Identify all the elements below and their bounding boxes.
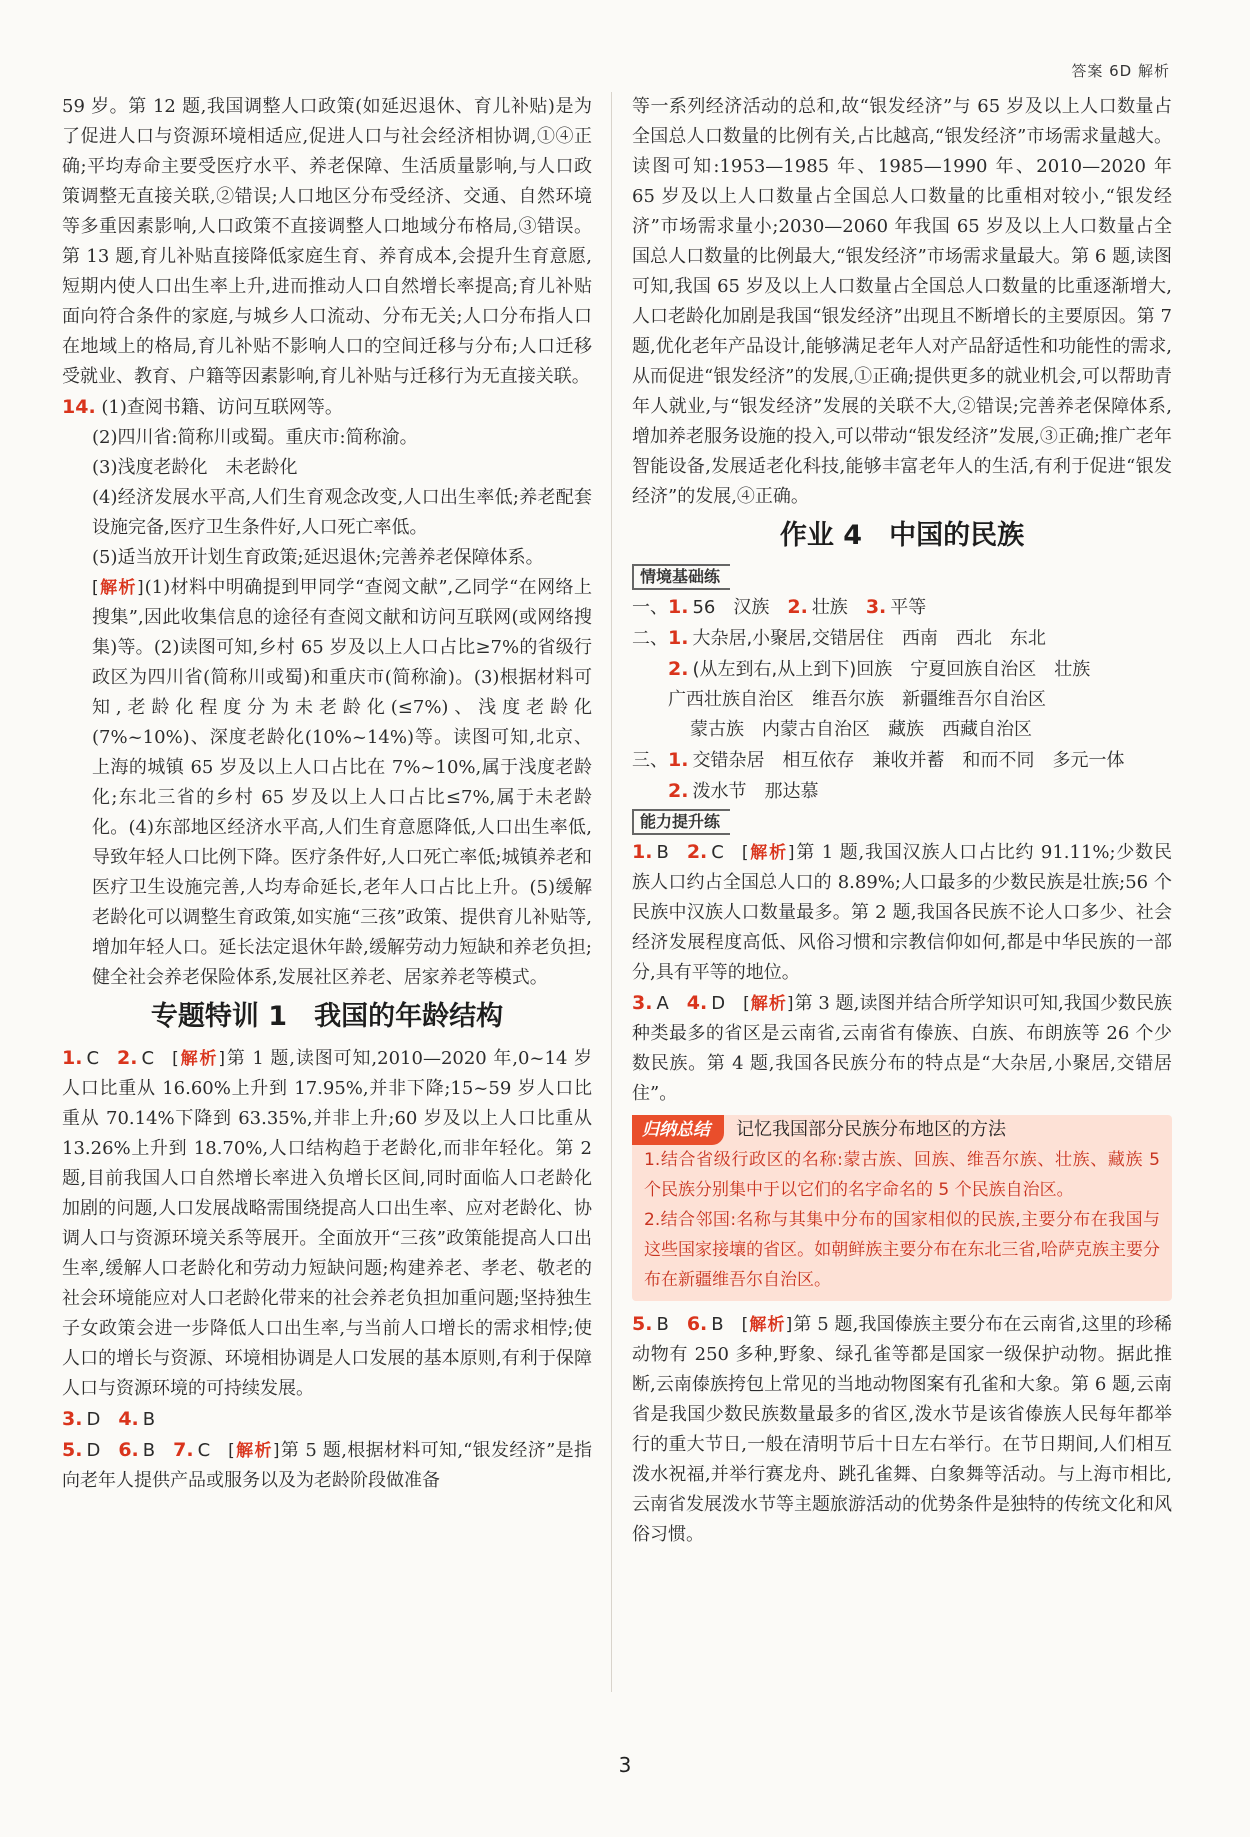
summary-point: 2.结合邻国:名称与其集中分布的国家相似的民族,主要分布在我国与这些国家接壤的省区。如朝鲜族主要分布在东北三省,哈萨克族主要分布在新疆维吾尔自治区。 <box>644 1210 1160 1290</box>
analysis-tag: [ 解析 ] <box>228 1441 280 1461</box>
answer-line: 5. B 6. B[ 解析 ] 第 5 题,我国傣族主要分布在云南省,这里的珍稀动物有 250 多种,野象、绿孔雀等都是国家一级保护动物。据此推断,云南傣族挎包上常见的当地动物图案有孔雀和大象。第 6 题,云南省是我国少数民族数量最多的省区,泼水节是该省傣族人民每年都举行的重大节日,一般在清明节后十日左右举行。在节日期间,人们相互泼水祝福,并举行赛龙舟、跳孔雀舞、白象舞等活动。与上海市相比,云南省发展泼水节等主题旅游活动的优势条件是独特的传统文化和风俗习惯。 <box>632 1309 1172 1550</box>
answer-line: 二、1. 大杂居,小聚居,交错居住 西南 西北 东北 <box>632 627 1046 649</box>
answer-line: 广西壮族自治区 维吾尔族 新疆维吾尔自治区 <box>668 689 1046 710</box>
analysis-text: (1)材料中明确提到甲同学“查阅文献”,乙同学“在网络上搜集”,因此收集信息的途径有查阅文献和访问互联网(或网络搜集)等。(2)读图可知,乡村 65 岁及以上人口占比≥7%的省级行政区为四川省(简称川或蜀)和重庆市(简称渝)。(3)根据材料可知,老龄化程度分为未老龄化(≤7%)、浅度老龄化(7%~10%)、深度老龄化(10%~14%)等。读图可知,北京、上海的城镇 65 岁及以上人口占比在 7%~10%,属于浅度老龄化;东北三省的乡村 65 岁及以上人口占比≤7%,属于未老龄化。(4)东部地区经济水平高,人们生育意愿降低,人口出生率低,导致年轻人口比例下降。医疗条件好,人口死亡率低;城镇养老和医疗卫生设施完善,人均寿命延长,老年人口占比上升。(5)缓解老龄化可以调整生育政策,如实施“三孩”政策、提供育儿补贴等,增加年轻人口。延长法定退休年龄,缓解劳动力短缺和养老负担;健全社会养老保险体系,发展社区养老、居家养老等模式。 <box>92 577 593 988</box>
answer-text: (2)四川省:简称川或蜀。重庆市:简称渝。 <box>92 427 418 448</box>
analysis-text: 第 5 题,我国傣族主要分布在云南省,这里的珍稀动物有 250 多种,野象、绿孔雀等都是国家一级保护动物。据此推断,云南傣族挎包上常见的当地动物图案有孔雀和大象。第 6 题,云南省是我国少数民族数量最多的省区,泼水节是该省傣族人民每年都举行的重大节日,一般在清明节后十日左右举行。在节日期间,人们相互泼水祝福,并举行赛龙舟、跳孔雀舞、白象舞等活动。与上海市相比,云南省发展泼水节等主题旅游活动的优势条件是独特的传统文化和风俗习惯。 <box>632 1314 1173 1545</box>
subsection-heading: 情境基础练 <box>632 564 730 590</box>
answer-line: 三、1. 交错杂居 相互依存 兼收并蓄 和而不同 多元一体 <box>632 749 1125 771</box>
left-column <box>62 92 592 1496</box>
summary-badge: 归纳总结 <box>632 1115 724 1145</box>
analysis-text: 第 5 题,根据材料可知,“银发经济”是指向老年人提供产品或服务以及为老龄阶段做准备 <box>62 1440 593 1491</box>
question-number: 14. <box>62 396 96 418</box>
answer-line: 3. D 4. B <box>62 1408 156 1430</box>
paragraph: 等一系列经济活动的总和,故“银发经济”与 65 岁及以上人口数量占全国总人口数量的比例有关,占比越高,“银发经济”市场需求量越大。读图可知:1953—1985 年、1985—1990 年、2010—2020 年 65 岁及以上人口数量占全国总人口数量的比重相对较小,“银发经济”市场需求量小;2030—2060 年我国 65 岁及以上人口数量占全国总人口数量的比例最大,“银发经济”市场需求量最大。第 6 题,读图可知,我国 65 岁及以上人口数量占全国总人口数量的比重逐渐增大,人口老龄化加剧是我国“银发经济”出现且不断增长的主要原因。第 7 题,优化老年产品设计,能够满足老年人对产品舒适性和功能性的需求,从而促进“银发经济”的发展,①正确;提供更多的就业机会,可以帮助青年人就业,与“银发经济”发展的关联不大,②错误;完善养老保障体系,增加养老服务设施的投入,可以带动“银发经济”发展,③正确;推广老年智能设备,发展适老化科技,能够丰富老年人的生活,有利于促进“银发经济”的发展,④正确。 <box>632 96 1172 507</box>
analysis-tag: [ 解析 ] <box>742 843 796 863</box>
analysis-text: 第 1 题,我国汉族人口占比约 91.11%;少数民族人口约占全国总人口的 8.89%;人口最多的少数民族是壮族;56 个民族中汉族人口数量最多。第 2 题,我国各民族不论人口多少、社会经济发展程度高低、风俗习惯和宗教信仰如何,都是中华民族的一部分,具有平等的地位。 <box>632 842 1172 983</box>
analysis-tag: [ 解析 ] <box>172 1049 226 1069</box>
answer-line: 1. C 2. C[ 解析 ] 第 1 题,读图可知,2010—2020 年,0~14 岁人口比重从 16.60%上升到 17.95%,并非下降;15~59 岁人口比重从 70.14%下降到 63.35%,并非上升;60 岁及以上人口比重从 13.26%上升到 18.70%,人口结构趋于老龄化,而非年轻化。第 2 题,目前我国人口自然增长率进入负增长区间,同时面临人口老龄化加剧的问题,人口发展战略需围绕提高人口出生率、应对老龄化、协调人口与资源环境关系等展开。全面放开“三孩”政策能提高人口出生率,缓解人口老龄化和劳动力短缺问题;构建养老、孝老、敬老的社会环境能应对人口老龄化带来的社会养老负担加重问题;坚持独生子女政策会进一步降低人口出生率,与当前人口增长的需求相悖;使人口的增长与资源、环境相协调是人口发展的基本原则,有利于保障人口与资源环境的可持续发展。 <box>62 1043 592 1404</box>
page-number: 3 <box>618 1753 632 1777</box>
answer-line: 3. A 4. D[ 解析 ] 第 3 题,读图并结合所学知识可知,我国少数民族种类最多的省区是云南省,云南省有傣族、白族、布朗族等 26 个少数民族。第 4 题,我国各民族分布的特点是“大杂居,小聚居,交错居住”。 <box>632 988 1172 1109</box>
answer-line: 一、1. 56 汉族 2. 壮族 3. 平等 <box>632 596 927 618</box>
section-title: 作业 4 中国的民族 <box>779 520 1025 551</box>
right-column <box>632 92 1172 1550</box>
answer-text: (5)适当放开计划生育政策;延迟退休;完善养老保障体系。 <box>92 547 544 568</box>
question-14 <box>62 392 592 993</box>
analysis-text: 第 3 题,读图并结合所学知识可知,我国少数民族种类最多的省区是云南省,云南省有傣族、白族、布朗族等 26 个少数民族。第 4 题,我国各民族分布的特点是“大杂居,小聚居,交错居住”。 <box>632 993 1173 1104</box>
analysis-tag: [ 解析 ] <box>742 1315 794 1335</box>
answer-line: 1. B 2. C[ 解析 ] 第 1 题,我国汉族人口占比约 91.11%;少数民族人口约占全国总人口的 8.89%;人口最多的少数民族是壮族;56 个民族中汉族人口数量最多。第 2 题,我国各民族不论人口多少、社会经济发展程度高低、风俗习惯和宗教信仰如何,都是中华民族的一部分,具有平等的地位。 <box>632 837 1172 988</box>
summary-point: 1.结合省级行政区的名称:蒙古族、回族、维吾尔族、壮族、藏族 5 个民族分别集中于以它们的名字命名的 5 个民族自治区。 <box>644 1150 1160 1200</box>
answer-line: 2. 泼水节 那达慕 <box>668 780 819 802</box>
answer-text: (1)查阅书籍、访问互联网等。 <box>101 397 343 418</box>
analysis-tag: [ 解析 ] <box>92 578 145 598</box>
summary-title: 记忆我国部分民族分布地区的方法 <box>736 1119 1006 1140</box>
answer-line: 蒙古族 内蒙古自治区 藏族 西藏自治区 <box>690 719 1032 740</box>
column-divider <box>611 92 612 1692</box>
answer-text: (3)浅度老龄化 未老龄化 <box>92 457 298 478</box>
subsection-heading: 能力提升练 <box>632 809 730 835</box>
answer-text: (4)经济发展水平高,人们生育观念改变,人口出生率低;养老配套设施完备,医疗卫生条件好,人口死亡率低。 <box>92 487 592 538</box>
header-tag: 答案 6D 解析 <box>1071 62 1170 80</box>
analysis-text: 第 1 题,读图可知,2010—2020 年,0~14 岁人口比重从 16.60%上升到 17.95%,并非下降;15~59 岁人口比重从 70.14%下降到 63.35%,并非上升;60 岁及以上人口比重从 13.26%上升到 18.70%,人口结构趋于老龄化,而非年轻化。第 2 题,目前我国人口自然增长率进入负增长区间,同时面临人口老龄化加剧的问题,人口发展战略需围绕提高人口出生率、应对老龄化、协调人口与资源环境关系等展开。全面放开“三孩”政策能提高人口出生率,缓解人口老龄化和劳动力短缺问题;构建养老、孝老、敬老的社会环境能应对人口老龄化带来的社会养老负担加重问题;坚持独生子女政策会进一步降低人口出生率,与当前人口增长的需求相悖;使人口的增长与资源、环境相协调是人口发展的基本原则,有利于保障人口与资源环境的可持续发展。 <box>62 1048 593 1399</box>
analysis-tag: [ 解析 ] <box>743 994 794 1014</box>
answer-line: 5. D 6. B 7. C[ 解析 ] 第 5 题,根据材料可知,“银发经济”是指向老年人提供产品或服务以及为老龄阶段做准备 <box>62 1435 592 1496</box>
summary-box <box>632 1115 1172 1301</box>
paragraph: 59 岁。第 12 题,我国调整人口政策(如延迟退休、育儿补贴)是为了促进人口与资源环境相适应,促进人口与社会经济相协调,①④正确;平均寿命主要受医疗水平、养老保障、生活质量影响,与人口政策调整无直接关联,②错误;人口地区分布受经济、交通、自然环境等多重因素影响,人口政策不直接调整人口地域分布格局,③错误。第 13 题,育儿补贴直接降低家庭生育、养育成本,会提升生育意愿,短期内使人口出生率上升,进而推动人口自然增长率提高;育儿补贴面向符合条件的家庭,与城乡人口流动、分布无关;人口分布指人口在地域上的格局,育儿补贴不影响人口的空间迁移与分布;人口迁移受就业、教育、户籍等因素影响,育儿补贴与迁移行为无直接关联。 <box>62 96 592 387</box>
answer-line: 2. (从左到右,从上到下)回族 宁夏回族自治区 壮族 <box>668 658 1091 680</box>
section-title: 专题特训 1 我国的年龄结构 <box>150 1001 504 1032</box>
